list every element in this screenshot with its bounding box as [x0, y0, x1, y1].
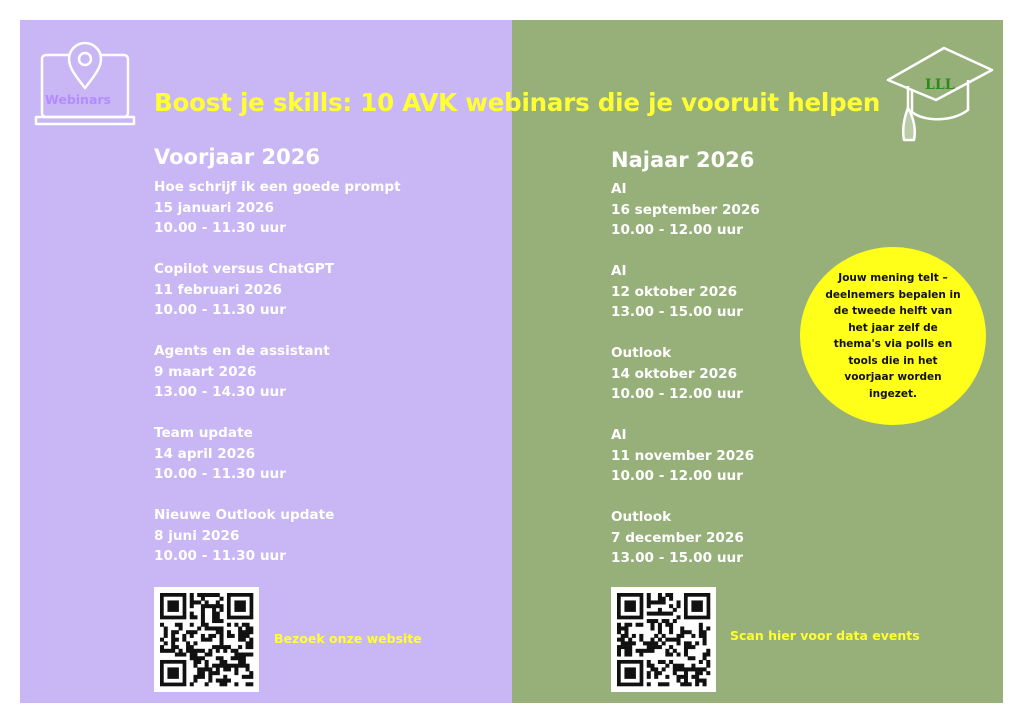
page-title: Boost je skills: 10 AVK webinars die je vooruit helpen	[154, 88, 881, 117]
lll-logo-text: LLL	[925, 77, 955, 93]
event-date: 11 november 2026	[611, 447, 755, 464]
event-time: 10.00 - 12.00 uur	[611, 386, 743, 402]
autumn-event	[611, 507, 760, 569]
event-title: Nieuwe Outlook update	[154, 507, 335, 523]
event-title: AI	[611, 263, 627, 279]
event-time: 10.00 - 11.30 uur	[154, 302, 286, 318]
spring-event	[154, 505, 401, 567]
spring-event	[154, 259, 401, 321]
spring-heading: Voorjaar 2026	[154, 145, 320, 169]
spring-event	[154, 423, 401, 485]
event-title: Copilot versus ChatGPT	[154, 261, 335, 277]
event-date: 7 december 2026	[611, 529, 744, 546]
autumn-heading: Najaar 2026	[611, 148, 755, 172]
event-title: Outlook	[611, 509, 672, 525]
laptop-location-pin-icon	[34, 36, 136, 130]
event-title: Outlook	[611, 345, 672, 361]
website-qr-label: Bezoek onze website	[274, 631, 422, 646]
event-time: 10.00 - 11.30 uur	[154, 220, 286, 236]
feedback-bubble	[800, 247, 986, 425]
event-title: Agents en de assistant	[154, 343, 330, 359]
events-qr-code[interactable]	[611, 587, 716, 692]
events-qr-label: Scan hier voor data events	[730, 628, 920, 643]
autumn-event	[611, 179, 760, 241]
spring-events	[154, 177, 401, 587]
event-date: 12 oktober 2026	[611, 283, 738, 300]
spring-event	[154, 341, 401, 403]
graduation-cap-icon	[884, 42, 996, 146]
event-date: 14 oktober 2026	[611, 365, 738, 382]
event-title: AI	[611, 181, 627, 197]
event-title: AI	[611, 427, 627, 443]
event-time: 13.00 - 14.30 uur	[154, 384, 286, 400]
website-qr-code[interactable]	[154, 587, 259, 692]
event-date: 11 februari 2026	[154, 281, 282, 298]
event-date: 8 juni 2026	[154, 527, 240, 544]
spring-event	[154, 177, 401, 239]
bubble-text: Jouw mening telt – deelnemers bepalen in de tweede helft van het jaar zelf de thema's via polls en tools die in het voorjaar worden ingezet.	[825, 272, 961, 400]
webinars-icon-label: Webinars	[45, 92, 111, 107]
event-time: 10.00 - 11.30 uur	[154, 548, 286, 564]
event-date: 16 september 2026	[611, 201, 760, 218]
event-date: 15 januari 2026	[154, 199, 274, 216]
event-time: 13.00 - 15.00 uur	[611, 304, 743, 320]
event-date: 14 april 2026	[154, 445, 256, 462]
autumn-event	[611, 425, 760, 487]
event-title: Hoe schrijf ik een goede prompt	[154, 179, 401, 195]
event-date: 9 maart 2026	[154, 363, 257, 380]
event-time: 13.00 - 15.00 uur	[611, 550, 743, 566]
autumn-events	[611, 179, 760, 589]
autumn-event	[611, 343, 760, 405]
event-title: Team update	[154, 425, 253, 441]
event-time: 10.00 - 12.00 uur	[611, 468, 743, 484]
event-time: 10.00 - 11.30 uur	[154, 466, 286, 482]
autumn-event	[611, 261, 760, 323]
event-time: 10.00 - 12.00 uur	[611, 222, 743, 238]
